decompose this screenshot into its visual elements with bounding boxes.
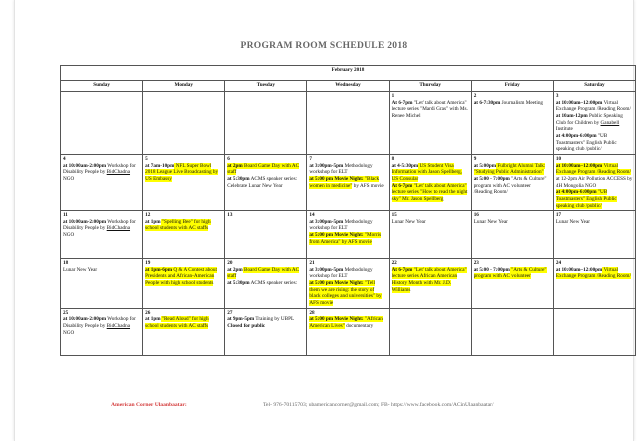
day-number: 3 bbox=[555, 93, 559, 99]
day-number: 10 bbox=[555, 155, 562, 162]
calendar-day-cell bbox=[61, 211, 143, 259]
event-segment: at 2pm bbox=[227, 162, 243, 169]
calendar-day-cell bbox=[553, 211, 635, 259]
event-segment: at 12-2pm Air Pollution ACCESS by 4H Mongolia NGO bbox=[555, 175, 633, 189]
calendar-day-cell bbox=[61, 92, 143, 155]
event-segment: at 4:00pm-6:00pm bbox=[555, 132, 597, 139]
day-number: 24 bbox=[555, 260, 562, 267]
event-segment: "Morris from America" by AFS movie bbox=[309, 232, 382, 245]
calendar-day-cell bbox=[143, 154, 225, 210]
event-segment: ACMS speaker series: Celebrate Lunar New Year bbox=[227, 175, 298, 189]
calendar-week-row bbox=[61, 154, 636, 210]
event-segment: Virtual Exchange Program /Reading Room/ bbox=[555, 266, 631, 280]
event-segment: Methodology workshop for ELT bbox=[309, 218, 373, 232]
event-segment: Virtual Exchange Program /Reading Room/ bbox=[555, 162, 631, 176]
event-segment: Ganabell bbox=[600, 119, 620, 126]
event-segment: at 2pm bbox=[227, 266, 243, 273]
day-number: 27 bbox=[227, 309, 233, 316]
calendar-week-row bbox=[61, 259, 636, 309]
event-text bbox=[63, 316, 140, 336]
event-segment: at 10:00am-2:00pm bbox=[63, 316, 107, 323]
event-segment: at 5:00pm bbox=[473, 162, 497, 169]
event-segment: at 5:00 pm Movie Night: bbox=[309, 280, 364, 287]
calendar-month-row bbox=[61, 66, 636, 81]
event-segment: At 6-7pm bbox=[391, 182, 413, 189]
calendar-day-cell bbox=[471, 92, 553, 155]
calendar-day-cell bbox=[471, 259, 553, 309]
event-segment: Training by UBPL bbox=[254, 316, 295, 323]
event-text bbox=[474, 100, 551, 107]
event-segment: at 1pm bbox=[145, 316, 161, 323]
calendar-day-cell bbox=[471, 308, 553, 355]
calendar-day-cell bbox=[61, 154, 143, 210]
day-number: 28 bbox=[309, 309, 315, 316]
event-segment: "Let' talk about America" lecture series "How to read the night sky" Mr. Jason Spellberg bbox=[391, 182, 468, 202]
page-title: PROGRAM ROOM SCHEDULE 2018 bbox=[240, 41, 408, 51]
weekday-header: Saturday bbox=[553, 81, 635, 92]
day-number: 16 bbox=[473, 212, 479, 219]
event-text bbox=[556, 100, 633, 153]
event-text bbox=[392, 100, 469, 120]
weekday-header: Friday bbox=[471, 81, 553, 92]
event-segment: at 3:00pm-5pm bbox=[309, 218, 344, 225]
calendar-day-cell bbox=[553, 154, 635, 210]
event-segment: NGO bbox=[63, 329, 75, 336]
calendar-day-cell bbox=[389, 308, 471, 355]
calendar-day-cell bbox=[389, 259, 471, 309]
event-text bbox=[556, 163, 633, 210]
event-text bbox=[63, 267, 140, 274]
event-text bbox=[227, 267, 304, 287]
calendar-day-cell bbox=[389, 211, 471, 259]
event-segment: Journalism Meeting bbox=[500, 99, 544, 106]
event-segment: at 10:00am-2:00pm bbox=[63, 162, 107, 169]
day-number: 21 bbox=[309, 260, 315, 267]
event-segment: Q & A Contest about Presidents and African-American People with high school students bbox=[145, 266, 217, 287]
calendar-day-cell bbox=[61, 308, 143, 355]
event-segment: at 9pm-5pm bbox=[227, 316, 255, 323]
event-segment: "Arts & Culture" program with AC volunteer /Reading Room/ bbox=[473, 175, 547, 196]
calendar-day-cell bbox=[225, 92, 307, 155]
day-number: 2 bbox=[473, 93, 477, 99]
day-number: 15 bbox=[391, 212, 397, 219]
event-segment: Workshop for Disability People by bbox=[63, 162, 136, 176]
document-page bbox=[14, 0, 634, 441]
event-segment: NGO bbox=[63, 175, 75, 182]
calendar-day-cell bbox=[143, 259, 225, 309]
event-text bbox=[145, 316, 222, 329]
day-number: 7 bbox=[309, 155, 313, 162]
day-number: 11 bbox=[63, 212, 68, 219]
calendar-month-title: February 2018 bbox=[61, 66, 636, 81]
event-text bbox=[556, 219, 633, 226]
event-segment: Board Game Day with AC staff bbox=[227, 266, 300, 280]
event-segment: at 10:00am-2:00pm bbox=[63, 218, 107, 225]
calendar-day-cell bbox=[307, 259, 389, 309]
event-text bbox=[63, 219, 140, 239]
event-segment: At 6-7pm bbox=[391, 266, 413, 273]
event-segment: Workshop for Disability People by bbox=[63, 218, 136, 232]
calendar-day-cell bbox=[389, 154, 471, 210]
event-segment: US Student Visa Information with Jason Spellberg, US Consular bbox=[391, 162, 463, 182]
footer-organization: American Corner Ulaanbaatar: bbox=[111, 402, 187, 408]
event-segment: Lunar New Year bbox=[391, 218, 426, 225]
day-number: 1 bbox=[391, 93, 395, 99]
day-number: 19 bbox=[145, 260, 151, 267]
event-text bbox=[474, 163, 551, 196]
event-segment: at 5:00 pm Movie Night: bbox=[309, 316, 364, 323]
day-number: 4 bbox=[63, 155, 66, 162]
event-segment: BidChadna bbox=[106, 169, 131, 176]
event-segment: at 5:00 - 7:00pm bbox=[473, 175, 510, 182]
calendar-day-cell bbox=[307, 308, 389, 355]
event-segment: at 5:00 pm Movie Night: bbox=[309, 175, 364, 182]
event-segment: at 4-5:30pm bbox=[391, 162, 419, 169]
event-segment: at 1pm-6pm bbox=[145, 266, 173, 273]
event-text bbox=[309, 219, 386, 246]
event-text bbox=[474, 219, 551, 226]
calendar-week-row bbox=[61, 308, 636, 355]
event-segment: "Read Aloud" for high school students with AC staffs bbox=[145, 316, 209, 330]
calendar-week-row bbox=[61, 92, 636, 155]
event-text bbox=[227, 316, 304, 329]
calendar-day-cell bbox=[471, 211, 553, 259]
weekday-header: Thursday bbox=[389, 81, 471, 92]
event-segment: "Spelling Bee" for high school students with AC staffs bbox=[145, 218, 211, 232]
event-segment: Virtual Exchange Program /Reading Room/ bbox=[555, 99, 631, 113]
event-text bbox=[145, 219, 222, 232]
event-text bbox=[309, 267, 386, 307]
weekday-header: Tuesday bbox=[225, 81, 307, 92]
event-segment: Lunar New Year bbox=[473, 218, 508, 225]
calendar-day-cell bbox=[225, 259, 307, 309]
event-text bbox=[474, 267, 551, 280]
calendar-body bbox=[61, 92, 636, 356]
day-number: 26 bbox=[145, 309, 151, 316]
calendar-day-cell bbox=[61, 259, 143, 309]
event-segment: by AFS movie bbox=[352, 182, 384, 189]
footer-contact: Tel- 976-70115703; ubamericancorner@gmail.com; FB- https://www.facebook.com/ACinUlaanbaatar/ bbox=[263, 402, 494, 408]
day-number: 23 bbox=[473, 260, 479, 267]
day-number: 9 bbox=[473, 155, 477, 162]
day-number: 22 bbox=[391, 260, 397, 267]
event-text bbox=[392, 219, 469, 226]
calendar-day-cell bbox=[307, 92, 389, 155]
event-segment: at 3:00pm-5pm bbox=[309, 266, 344, 273]
event-segment: "Let' talk about America" lecture series African American History Month with Mr. J.D. Williams bbox=[391, 266, 467, 293]
event-segment: Methodology workshop for ELT bbox=[309, 162, 373, 176]
calendar-week-row bbox=[61, 211, 636, 259]
event-segment: at 7am-10pm bbox=[145, 162, 175, 169]
day-number: 12 bbox=[145, 212, 151, 219]
event-segment: Institute bbox=[555, 126, 573, 133]
calendar-day-cell bbox=[307, 211, 389, 259]
event-segment: "Black women in medicine" bbox=[309, 175, 380, 189]
calendar-day-cell bbox=[225, 308, 307, 355]
calendar-day-cell bbox=[471, 154, 553, 210]
event-segment: NGO bbox=[63, 232, 75, 239]
event-segment: at 5:30pm bbox=[227, 175, 250, 182]
event-segment: BidChadna bbox=[106, 225, 131, 232]
event-text bbox=[392, 163, 469, 203]
event-text bbox=[392, 267, 469, 294]
event-segment: "Let' talk about America" lecture series "Mardi Gras" with Ms. Renee Michel bbox=[391, 99, 468, 119]
event-segment: at 3:00pm-5pm bbox=[309, 162, 344, 169]
event-text bbox=[145, 163, 222, 183]
day-number: 20 bbox=[227, 260, 233, 267]
weekday-header: Wednesday bbox=[307, 81, 389, 92]
event-segment: at 10am-12pm bbox=[555, 112, 588, 119]
event-segment: At 6-7pm bbox=[391, 99, 413, 106]
event-text bbox=[309, 316, 386, 329]
event-text bbox=[556, 267, 633, 280]
calendar-day-cell bbox=[143, 308, 225, 355]
event-text bbox=[227, 163, 304, 190]
event-segment: "African American Lives" bbox=[309, 316, 383, 330]
event-segment: Board Game Day with AC staff bbox=[227, 162, 300, 176]
day-number: 18 bbox=[63, 260, 69, 267]
event-segment: "UB Toastmasters" English Public speaking club /public/ bbox=[555, 189, 617, 209]
calendar-day-cell bbox=[225, 154, 307, 210]
event-segment: at 10:00am–12:00pm bbox=[555, 266, 603, 273]
event-segment: documentary bbox=[344, 323, 374, 330]
calendar-day-cell bbox=[553, 92, 635, 155]
event-segment: at 5:00 pm Movie Night: bbox=[309, 232, 364, 239]
day-number: 5 bbox=[145, 155, 148, 162]
event-segment: at 6-7:30pm bbox=[473, 99, 501, 106]
event-segment: Fulbright Alumni Talk: "Studying Public Administration" bbox=[473, 162, 546, 176]
event-segment: at 1pm bbox=[145, 218, 161, 225]
event-segment: Methodology workshop for ELT bbox=[309, 266, 373, 280]
calendar-day-cell bbox=[143, 92, 225, 155]
weekday-header: Monday bbox=[143, 81, 225, 92]
event-segment: NFL Super Bowl 2018 League Live Broadcasting by US Embassy bbox=[145, 162, 219, 182]
event-segment: "UB Toastmasters" English Public speaking club /public/ bbox=[555, 132, 617, 153]
calendar-weekday-row bbox=[61, 81, 636, 92]
calendar-day-cell bbox=[553, 308, 635, 355]
day-number: 17 bbox=[555, 212, 562, 219]
calendar-day-cell bbox=[553, 259, 635, 309]
event-segment: ACMS speaker series: bbox=[249, 280, 298, 287]
event-text bbox=[63, 163, 140, 183]
event-text bbox=[145, 267, 222, 287]
event-segment: at 5:00 - 7:00pm bbox=[473, 266, 510, 273]
event-segment: Lunar New Year bbox=[555, 218, 590, 225]
day-number: 6 bbox=[227, 155, 230, 162]
day-number: 8 bbox=[391, 155, 395, 162]
day-number: 14 bbox=[309, 212, 315, 219]
event-segment: Closed for public bbox=[227, 323, 266, 330]
day-number: 13 bbox=[227, 212, 233, 219]
event-segment: at 10:00am–12:00pm bbox=[555, 162, 603, 169]
calendar-day-cell bbox=[307, 154, 389, 210]
event-segment: Public Speaking Club for Children by bbox=[555, 112, 623, 126]
event-segment: Lunar New Year bbox=[63, 266, 98, 273]
event-segment: Workshop for Disability People by bbox=[63, 316, 136, 330]
event-text bbox=[309, 163, 386, 190]
event-segment: "Arts & Culture" program with AC volunteer bbox=[473, 266, 547, 280]
event-segment: at 4:00pm-6:00pm bbox=[555, 189, 597, 196]
calendar-day-cell bbox=[389, 92, 471, 155]
weekday-header: Sunday bbox=[61, 81, 143, 92]
event-segment: at 10:00am–12:00pm bbox=[555, 99, 603, 106]
event-segment: "Tell them we are rising: the story of black colleges and universities" by AFS movie bbox=[309, 280, 382, 307]
calendar-day-cell bbox=[225, 211, 307, 259]
event-segment: at 5:30pm bbox=[227, 280, 250, 287]
calendar-day-cell bbox=[143, 211, 225, 259]
calendar-table bbox=[60, 65, 636, 356]
event-segment: BidChadna bbox=[106, 323, 131, 330]
day-number: 25 bbox=[63, 309, 69, 316]
